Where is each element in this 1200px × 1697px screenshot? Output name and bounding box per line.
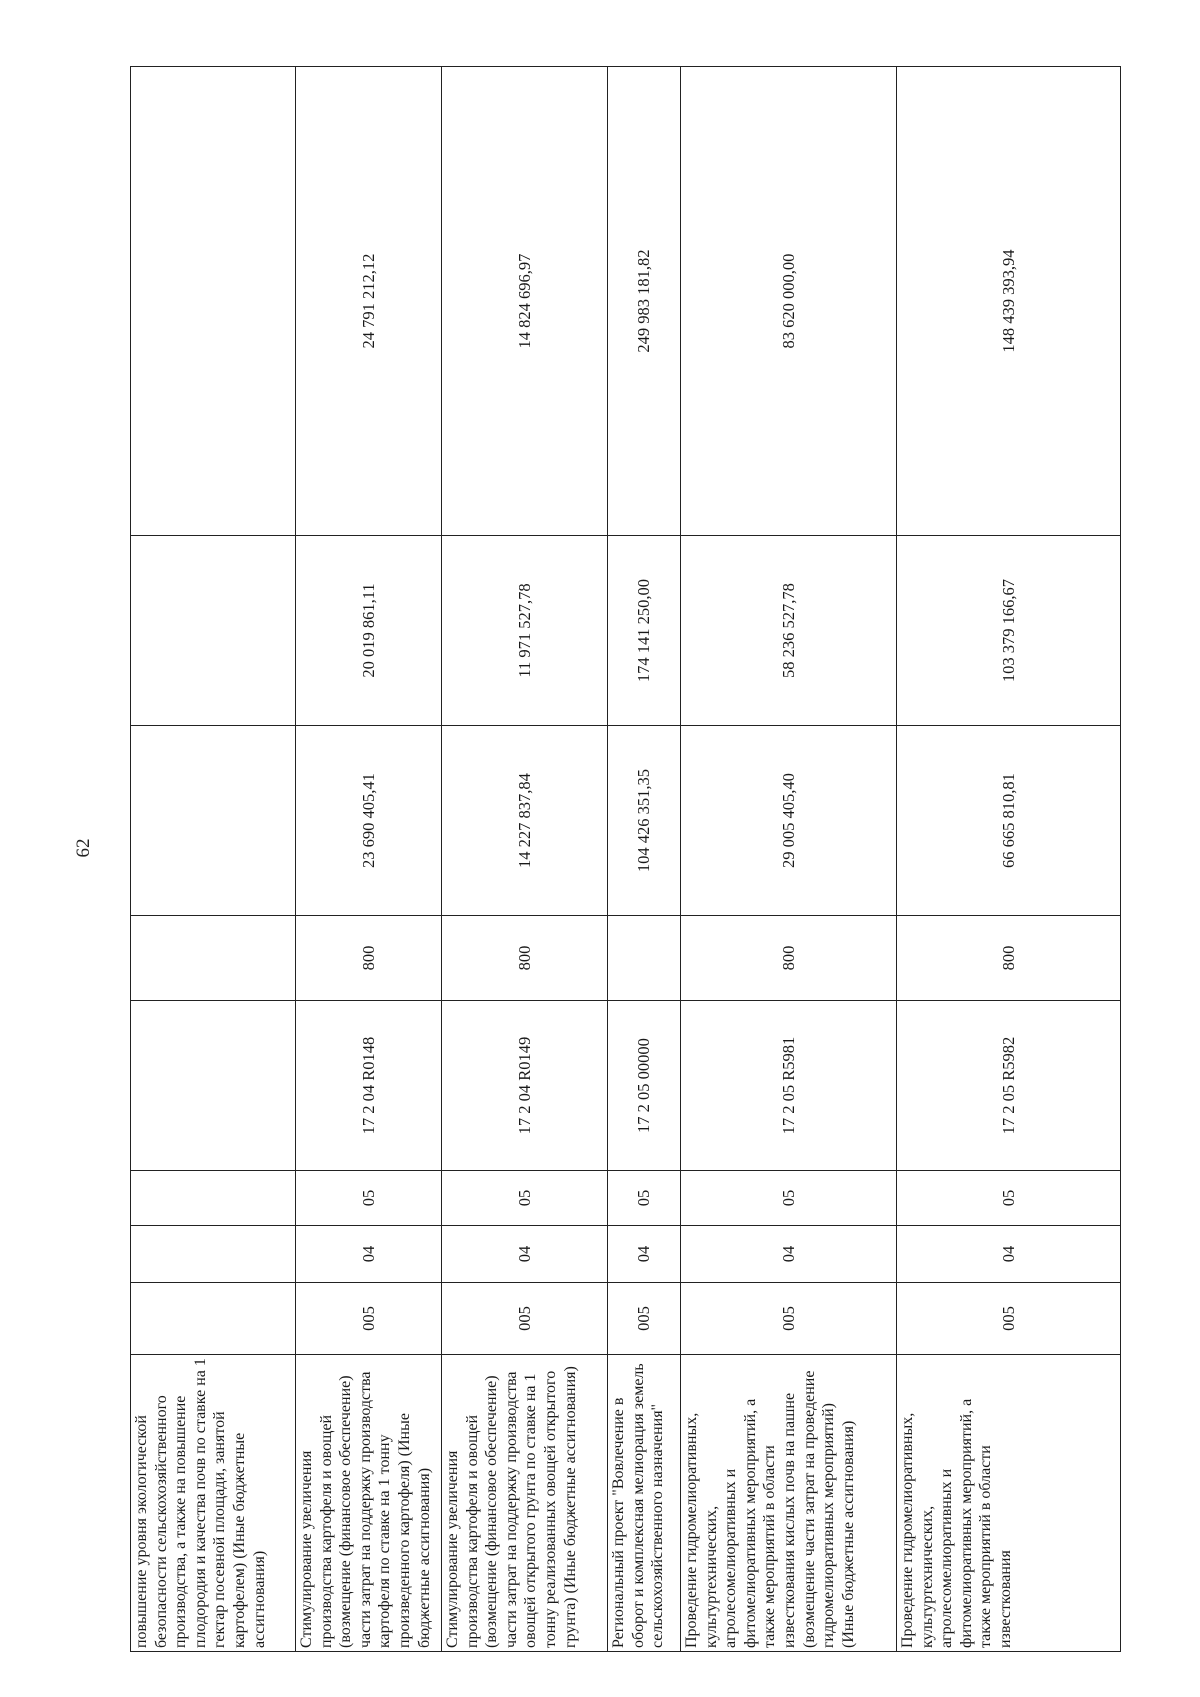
row-description: Стимулирование увеличения производства картофеля и овощей (возмещение (финансовое обеспечение) части затрат на поддержку производства картофеля по ставке на 1 тонну произведенного картофеля) (Иные бюджетные ассигнования) — [296, 1355, 442, 1652]
subsection-code: 05 — [897, 1171, 1121, 1226]
row-description: повышение уровня экологической безопасности сельскохозяйственного производства, а также на повышение плодородия и качества почв по ставке на 1 гектар посевной площади, занятой картофелем) (Иные бюджетные ассигнования) — [131, 1355, 296, 1652]
table-row — [442, 67, 608, 1652]
expense-type-code — [608, 916, 681, 1001]
rotated-table-frame — [130, 67, 1120, 1652]
row-description: Региональный проект "Вовлечение в оборот и комплексная мелиорация земель сельскохозяйственного назначения" — [608, 1355, 681, 1652]
expense-type-code — [131, 916, 296, 1001]
expense-type-code: 800 — [296, 916, 442, 1001]
row-description: Проведение гидромелиоративных, культуртехнических, агролесомелиоративных и фитомелиоративных мероприятий, а также мероприятий в области известкования — [897, 1355, 1121, 1652]
table-row — [608, 67, 681, 1652]
amount-year-3: 83 620 000,00 — [681, 67, 897, 536]
target-article-code: 17 2 05 R5982 — [897, 1001, 1121, 1171]
amount-year-1: 29 005 405,40 — [681, 726, 897, 916]
amount-year-1: 14 227 837,84 — [442, 726, 608, 916]
amount-year-2: 20 019 861,11 — [296, 536, 442, 726]
expense-type-code: 800 — [681, 916, 897, 1001]
amount-year-3: 249 983 181,82 — [608, 67, 681, 536]
target-article-code: 17 2 04 R0148 — [296, 1001, 442, 1171]
ministry-code: 005 — [442, 1283, 608, 1355]
table-row — [897, 67, 1121, 1652]
section-code: 04 — [442, 1226, 608, 1283]
amount-year-2: 11 971 527,78 — [442, 536, 608, 726]
section-code: 04 — [897, 1226, 1121, 1283]
amount-year-2: 103 379 166,67 — [897, 536, 1121, 726]
amount-year-3: 24 791 212,12 — [296, 67, 442, 536]
subsection-code: 05 — [681, 1171, 897, 1226]
row-description: Проведение гидромелиоративных, культуртехнических, агролесомелиоративных и фитомелиоративных мероприятий, а также мероприятий в области известкования кислых почв на пашне (возмещение части затрат на проведение гидромелиоративных мероприятий) (Иные бюджетные ассигнования) — [681, 1355, 897, 1652]
amount-year-3 — [131, 67, 296, 536]
subsection-code: 05 — [608, 1171, 681, 1226]
section-code: 04 — [681, 1226, 897, 1283]
page-number: 62 — [73, 838, 94, 858]
amount-year-1 — [131, 726, 296, 916]
table-body — [131, 67, 1121, 1652]
target-article-code: 17 2 05 R5981 — [681, 1001, 897, 1171]
amount-year-3: 148 439 393,94 — [897, 67, 1121, 536]
amount-year-1: 23 690 405,41 — [296, 726, 442, 916]
table-row — [681, 67, 897, 1652]
target-article-code: 17 2 04 R0149 — [442, 1001, 608, 1171]
amount-year-1: 66 665 810,81 — [897, 726, 1121, 916]
ministry-code: 005 — [681, 1283, 897, 1355]
ministry-code — [131, 1283, 296, 1355]
amount-year-2: 174 141 250,00 — [608, 536, 681, 726]
table-row — [131, 67, 296, 1652]
ministry-code: 005 — [296, 1283, 442, 1355]
amount-year-2: 58 236 527,78 — [681, 536, 897, 726]
amount-year-3: 14 824 696,97 — [442, 67, 608, 536]
ministry-code: 005 — [897, 1283, 1121, 1355]
section-code — [131, 1226, 296, 1283]
budget-table — [130, 66, 1121, 1652]
row-description: Стимулирование увеличения производства картофеля и овощей (возмещение (финансовое обеспечение) части затрат на поддержку производства овощей открытого грунта по ставке на 1 тонну реализованных овощей открытого грунта) (Иные бюджетные ассигнования) — [442, 1355, 608, 1652]
table-wrapper — [130, 67, 1120, 1652]
ministry-code: 005 — [608, 1283, 681, 1355]
expense-type-code: 800 — [897, 916, 1121, 1001]
table-row — [296, 67, 442, 1652]
section-code: 04 — [608, 1226, 681, 1283]
section-code: 04 — [296, 1226, 442, 1283]
subsection-code: 05 — [296, 1171, 442, 1226]
amount-year-1: 104 426 351,35 — [608, 726, 681, 916]
subsection-code — [131, 1171, 296, 1226]
subsection-code: 05 — [442, 1171, 608, 1226]
target-article-code: 17 2 05 00000 — [608, 1001, 681, 1171]
amount-year-2 — [131, 536, 296, 726]
target-article-code — [131, 1001, 296, 1171]
expense-type-code: 800 — [442, 916, 608, 1001]
